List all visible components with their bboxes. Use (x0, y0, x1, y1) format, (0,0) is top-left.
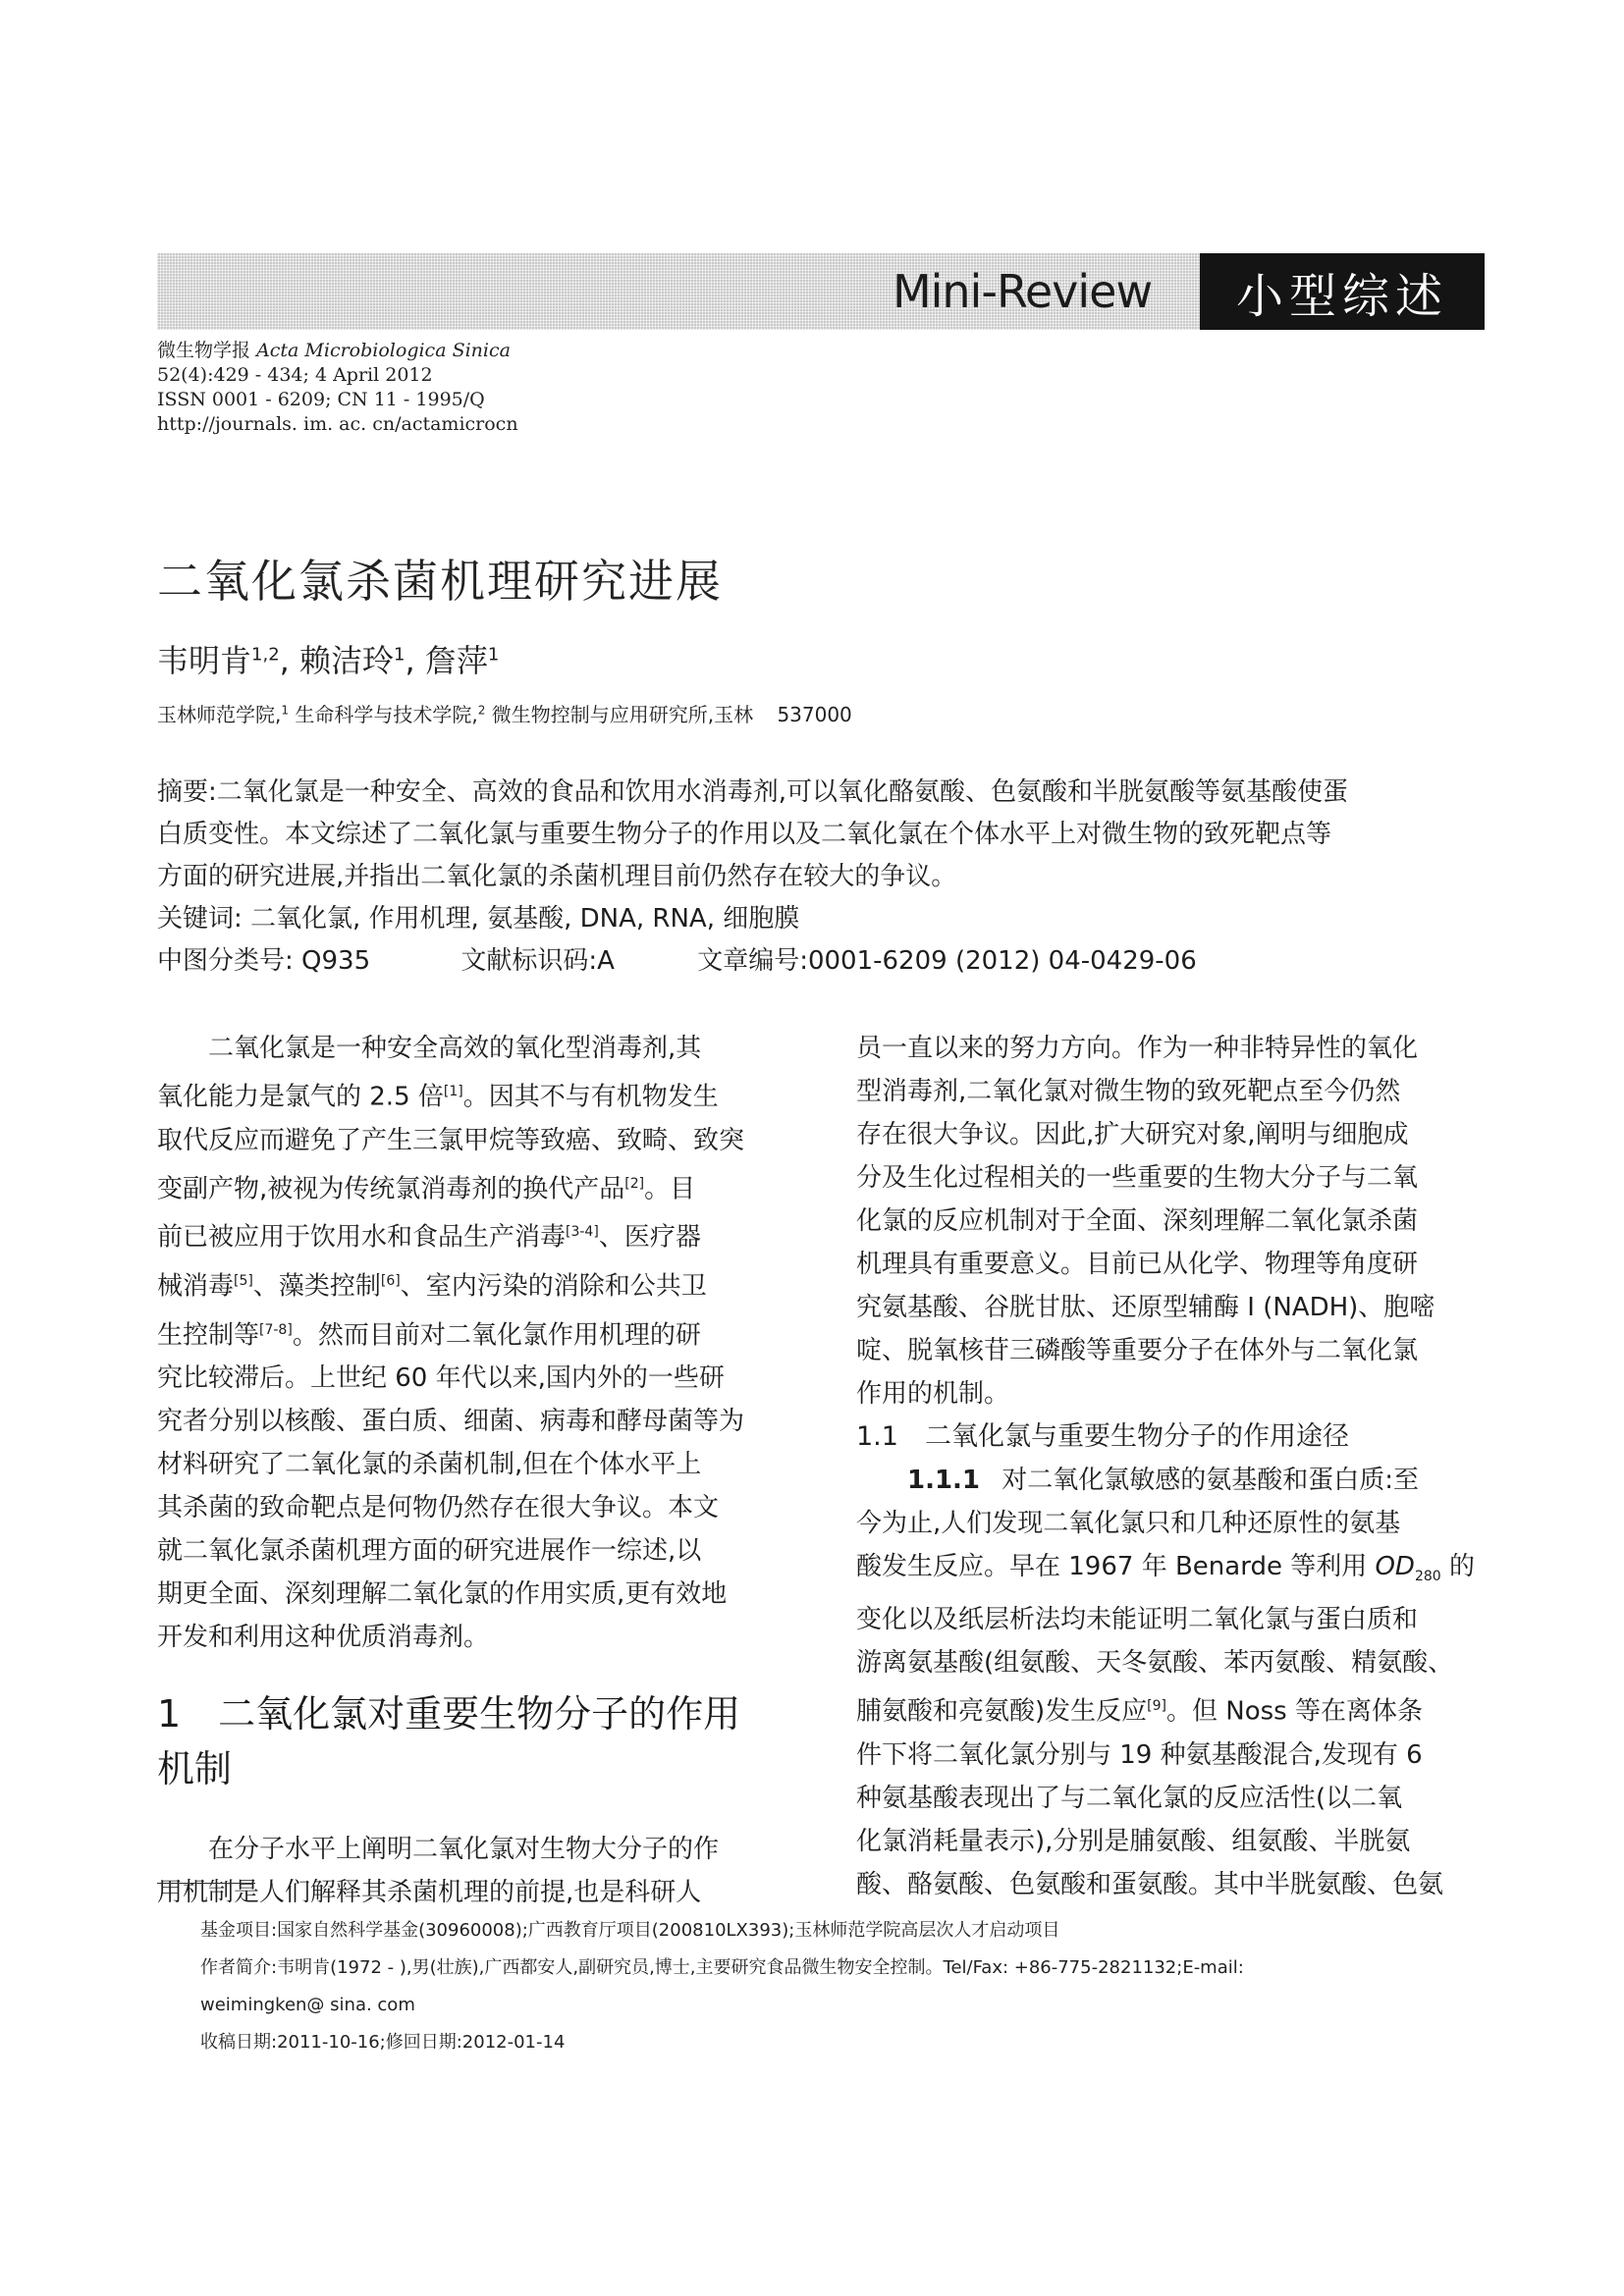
text-line (157, 1259, 785, 1308)
citation-ref: [2] (624, 1175, 645, 1192)
text-run: 化氯消耗量表示),分别是脯氨酸、组氨酸、半胱氨 (856, 1826, 1411, 1856)
received-dates: 收稿日期:2011-10-16;修回日期:2012-01-14 (200, 2032, 566, 2053)
text-line: 分及生化过程相关的一些重要的生物大分子与二氧 (856, 1163, 1419, 1193)
section-1-heading (157, 1686, 785, 1796)
text-line (157, 1027, 785, 1070)
text-run: 、室内污染的消除和公共卫 (400, 1271, 707, 1302)
text-run: 今为止,人们发现二氧化氯只和几种还原性的氨基 (856, 1509, 1401, 1538)
footnotes (200, 1912, 1487, 2061)
text-run: 生控制等 (157, 1320, 260, 1351)
citation-ref: [9] (1147, 1698, 1166, 1715)
section-1-heading-line: 机制 (157, 1747, 233, 1791)
text-line: 化氯的反应机制对于全面、深刻理解二氧化氯杀菌 (856, 1206, 1419, 1236)
footnote-divider (157, 1883, 255, 1884)
text-run: 其杀菌的致命靶点是何物仍然存在很大争议。本文 (157, 1493, 720, 1523)
subsection-1-1-1-paragraph (856, 1502, 1485, 1906)
affil-postcode: 537000 (777, 703, 852, 726)
text-line (157, 1573, 785, 1616)
citation-ref: [5] (234, 1272, 253, 1289)
journal-meta (157, 339, 518, 437)
text-line (157, 1162, 785, 1211)
text-run: 期更全面、深刻理解二氧化氯的作用实质,更有效地 (157, 1579, 728, 1610)
subsection-1-1-1-title: 对二氧化氯敏感的氨基酸和蛋白质:至 (1001, 1466, 1420, 1495)
text-line (157, 1486, 785, 1529)
text-run: 在分子水平上阐明二氧化氯对生物大分子的作 (208, 1835, 720, 1865)
text-line (856, 1820, 1485, 1863)
author-info: 作者简介:韦明肯(1972 - ),男(壮族),广西都安人,副研究员,博士,主要研究食品微生物安全控制。Tel/Fax: +86-775-2821132;E-mail: (200, 1957, 1244, 1978)
subsection-1-1-heading: 1.1 二氧化氯与重要生物分子的作用途径 (856, 1421, 1349, 1452)
section-1-paragraph (157, 1828, 785, 1914)
text-line: 作用的机制。 (856, 1379, 1010, 1409)
affil-dept-2: 微生物控制与应用研究所,玉林 (491, 703, 754, 726)
text-line: 存在很大争议。因此,扩大研究对象,阐明与细胞成 (856, 1120, 1409, 1149)
text-run: 游离氨基酸(组氨酸、天冬氨酸、苯丙氨酸、精氨酸、 (856, 1648, 1454, 1679)
text-run: 前已被应用于饮用水和食品生产消毒 (157, 1222, 567, 1253)
text-run: 。但 Noss 等在离体条 (1166, 1696, 1423, 1727)
text-run: 。目 (644, 1174, 696, 1204)
text-line (157, 1210, 785, 1259)
text-run: 二氧化氯是一种安全高效的氧化型消毒剂,其 (208, 1034, 702, 1063)
clc-number: 中图分类号: Q935 (157, 946, 371, 976)
text-run: 、医疗器 (598, 1222, 701, 1253)
citation-ref: [7-8] (259, 1321, 293, 1338)
text-line (856, 1502, 1485, 1545)
author-affil-marker: 1,2 (251, 644, 280, 666)
affil-marker: 1 (281, 703, 289, 718)
text-line (856, 1598, 1485, 1641)
author-name: 赖洁玲 (299, 642, 395, 679)
author-name: 詹萍 (424, 642, 488, 679)
affil-dept-1: 生命科学与技术学院, (295, 703, 478, 726)
text-line: 啶、脱氧核苷三磷酸等重要分子在体外与二氧化氯 (856, 1336, 1419, 1365)
abstract-line: 方面的研究进展,并指出二氧化氯的杀菌机理目前仍然存在较大的争议。 (157, 862, 957, 891)
intro-paragraph (157, 1027, 785, 1659)
text-run: 开发和利用这种优质消毒剂。 (157, 1623, 490, 1653)
author-name: 韦明肯 (157, 642, 252, 679)
text-line (157, 1357, 785, 1400)
section-1-paragraph-cont (856, 1027, 1485, 1415)
author-list (157, 636, 499, 681)
text-line (856, 1734, 1485, 1777)
text-line (157, 1070, 785, 1119)
text-run: 用机制是人们解释其杀菌机理的前提,也是科研人 (157, 1878, 702, 1908)
affiliation (157, 699, 852, 727)
banner-label-cn: 小型综述 (1200, 253, 1485, 330)
journal-name-cn: 微生物学报 (157, 340, 251, 361)
text-run: 酸发生反应。早在 1967 年 Benarde 等利用 (856, 1552, 1376, 1581)
text-line (856, 1684, 1485, 1734)
text-run: 脯氨酸和亮氨酸)发生反应 (856, 1696, 1148, 1727)
text-line: 型消毒剂,二氧化氯对微生物的致死靶点至今仍然 (856, 1077, 1401, 1106)
text-run: 变化以及纸层析法均未能证明二氧化氯与蛋白质和 (856, 1605, 1419, 1635)
text-line (157, 1119, 785, 1162)
section-1-heading-line: 1 二氧化氯对重要生物分子的作用 (157, 1692, 741, 1736)
od-subscript: 280 (1414, 1569, 1441, 1585)
citation-ref: [1] (443, 1084, 463, 1099)
text-line (157, 1616, 785, 1659)
funding-note: 基金项目:国家自然科学基金(30960008);广西教育厅项目(200810LX393);玉林师范学院高层次人才启动项目 (200, 1920, 1060, 1941)
article-title: 二氧化氯杀菌机理研究进展 (157, 555, 723, 608)
journal-url[interactable]: http://journals. im. ac. cn/actamicrocn (157, 413, 518, 435)
document-code: 文献标识码:A (460, 946, 615, 976)
journal-issn: ISSN 0001 - 6209; CN 11 - 1995/Q (157, 389, 485, 410)
banner-label-en: Mini-Review (892, 265, 1153, 318)
text-run: 。然而目前对二氧化氯作用机理的研 (292, 1320, 701, 1351)
text-run: 究者分别以核酸、蛋白质、细菌、病毒和酵母菌等为 (157, 1407, 745, 1437)
body-column-left (157, 1027, 785, 1914)
text-line (856, 1641, 1485, 1684)
affil-school: 玉林师范学院, (157, 703, 282, 726)
abstract-line: 摘要:二氧化氯是一种安全、高效的食品和饮用水消毒剂,可以氧化酪氨酸、色氨酸和半胱氨酸等氨基酸使蛋 (157, 777, 1349, 807)
text-run: 酸、酪氨酸、色氨酸和蛋氨酸。其中半胱氨酸、色氨 (856, 1869, 1444, 1899)
text-line (856, 1777, 1485, 1820)
citation-ref: [3-4] (566, 1224, 599, 1241)
text-run: 就二氧化氯杀菌机理方面的研究进展作一综述,以 (157, 1536, 702, 1567)
text-run: 的 (1440, 1552, 1475, 1581)
text-line (157, 1828, 785, 1871)
text-run: 氧化能力是氯气的 2.5 倍 (157, 1082, 444, 1112)
subsection-1-1-1-first-line (856, 1459, 1485, 1502)
journal-name-en: Acta Microbiologica Sinica (256, 340, 511, 361)
text-line (157, 1443, 785, 1486)
abstract-block (157, 772, 1485, 983)
text-run: 种氨基酸表现出了与二氧化氯的反应活性(以二氧 (856, 1783, 1403, 1813)
author-affil-marker: 1 (394, 644, 406, 666)
text-run: 械消毒 (157, 1271, 235, 1302)
author-affil-marker: 1 (487, 644, 500, 666)
text-line (157, 1871, 785, 1914)
text-line: 员一直以来的努力方向。作为一种非特异性的氧化 (856, 1034, 1419, 1063)
author-separator: , (405, 642, 415, 679)
affil-marker: 2 (477, 703, 486, 718)
text-run: 究比较滞后。上世纪 60 年代以来,国内外的一些研 (157, 1363, 725, 1394)
body-column-right (856, 1027, 1485, 1906)
text-run: 变副产物,被视为传统氯消毒剂的换代产品 (157, 1174, 625, 1204)
article-number: 文章编号:0001-6209 (2012) 04-0429-06 (697, 946, 1197, 976)
abstract-line: 白质变性。本文综述了二氧化氯与重要生物分子的作用以及二氧化氯在个体水平上对微生物的致死靶点等 (157, 820, 1332, 849)
citation-ref: [6] (380, 1272, 401, 1289)
author-email[interactable]: weimingken@ sina. com (200, 1995, 415, 2015)
od-symbol: OD (1375, 1552, 1415, 1581)
text-run: 件下将二氧化氯分别与 19 种氨基酸混合,发现有 6 (856, 1739, 1423, 1770)
text-line: 究氨基酸、谷胱甘肽、还原型辅酶 I (NADH)、胞嘧 (856, 1293, 1435, 1322)
journal-issue: 52(4):429 - 434; 4 April 2012 (157, 364, 433, 386)
text-run: 、藻类控制 (252, 1271, 381, 1302)
classification-line (157, 940, 1485, 983)
text-line (157, 1308, 785, 1358)
keywords: 关键词: 二氧化氯, 作用机理, 氨基酸, DNA, RNA, 细胞膜 (157, 904, 800, 934)
subsection-1-1-1-number: 1.1.1 (907, 1466, 981, 1495)
text-run: 取代反应而避免了产生三氯甲烷等致癌、致畸、致突 (157, 1125, 745, 1155)
text-line (157, 1400, 785, 1443)
journal-name-line (157, 339, 518, 363)
text-run: 。因其不与有机物发生 (462, 1082, 719, 1112)
text-line (157, 1529, 785, 1573)
text-line (856, 1545, 1485, 1598)
text-line (856, 1863, 1485, 1906)
text-run: 材料研究了二氧化氯的杀菌机制,但在个体水平上 (157, 1450, 702, 1480)
text-line: 机理具有重要意义。目前已从化学、物理等角度研 (856, 1250, 1419, 1279)
author-separator: , (279, 642, 290, 679)
